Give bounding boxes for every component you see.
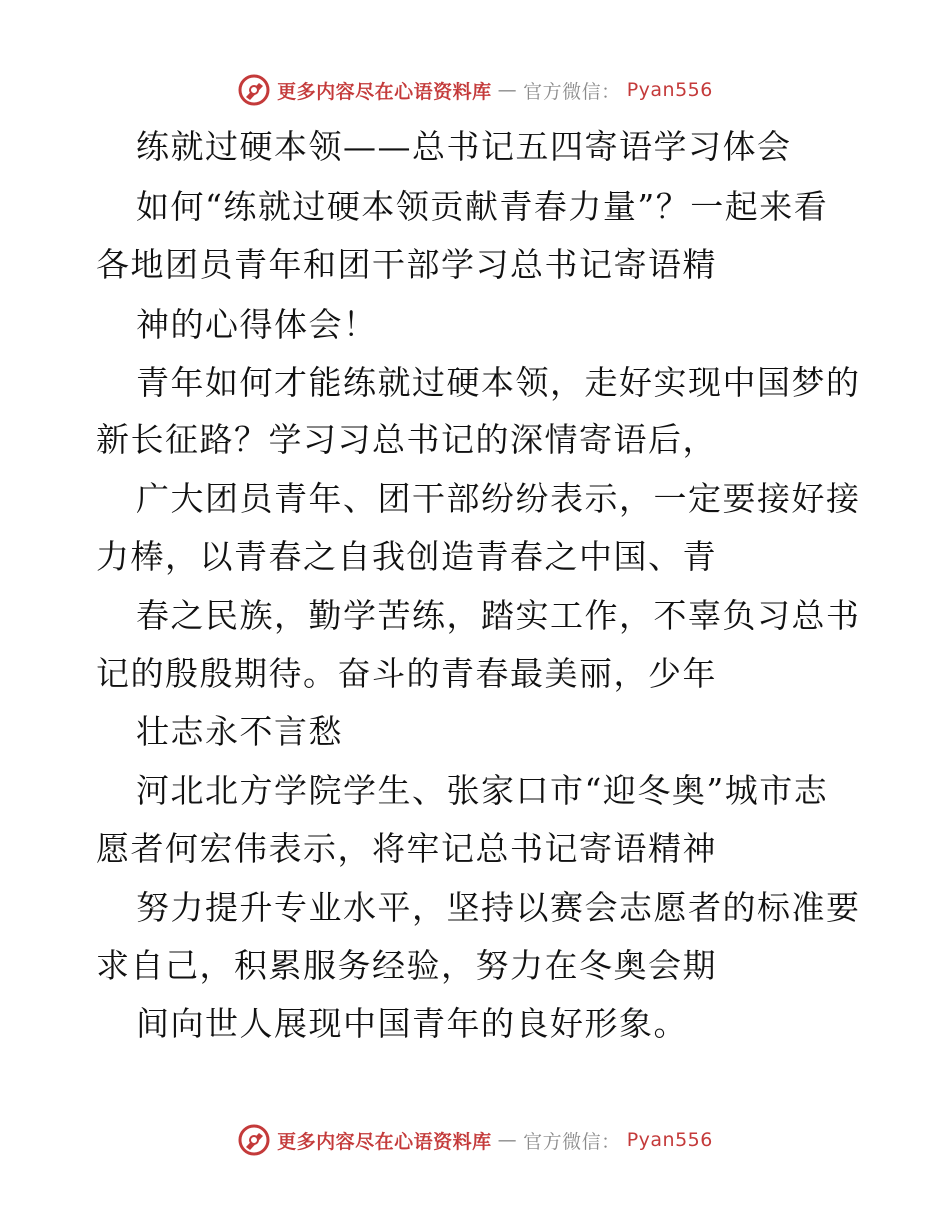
- watermark-separator: —: [497, 79, 518, 101]
- paragraph-line: 新长征路？学习习总书记的深情寄语后，: [96, 420, 717, 459]
- paragraph-line: 如何“练就过硬本领贡献青春力量”？一起来看: [136, 187, 829, 226]
- paragraph-line: 各地团员青年和团干部学习总书记寄语精: [96, 245, 717, 284]
- paragraph-line: 青年如何才能练就过硬本领，走好实现中国梦的: [136, 363, 861, 402]
- paragraph-line: 愿者何宏伟表示，将牢记总书记寄语精神: [96, 829, 717, 868]
- watermark-main-text: 更多内容尽在心语资料库: [277, 80, 492, 103]
- paragraph-line: 春之民族，勤学苦练，踏实工作，不辜负习总书: [136, 596, 861, 635]
- paragraph-line: 河北北方学院学生、张家口市“迎冬奥”城市志: [136, 771, 829, 810]
- paragraph-line: 求自己，积累服务经验，努力在冬奥会期: [96, 946, 717, 985]
- paragraph-line: 广大团员青年、团干部纷纷表示，一定要接好接: [136, 479, 861, 518]
- watermark-wechat-id: Pyan556: [626, 1129, 713, 1151]
- footer-watermark: [0, 1120, 950, 1160]
- header-watermark: [0, 70, 950, 110]
- watermark-main-text: 更多内容尽在心语资料库: [277, 1130, 492, 1153]
- paragraph-line: 力棒，以青春之自我创造青春之中国、青: [96, 537, 717, 576]
- document-title: 练就过硬本领——总书记五四寄语学习体会: [136, 127, 792, 166]
- watermark-wechat-label: 官方微信：: [523, 80, 621, 103]
- paragraph-line: 努力提升专业水平，坚持以赛会志愿者的标准要: [136, 888, 861, 927]
- watermark-separator: —: [497, 1129, 518, 1151]
- paragraph-line: 神的心得体会！: [136, 305, 378, 344]
- paragraph-line: 间向世人展现中国青年的良好形象。: [136, 1004, 688, 1043]
- watermark-wechat-id: Pyan556: [626, 79, 713, 101]
- paragraph-line: 壮志永不言愁: [136, 712, 343, 751]
- brand-logo-icon: [237, 1123, 271, 1157]
- paragraph-line: 记的殷殷期待。奋斗的青春最美丽，少年: [96, 654, 717, 693]
- watermark-wechat-label: 官方微信：: [523, 1130, 621, 1153]
- brand-logo-icon: [237, 73, 271, 107]
